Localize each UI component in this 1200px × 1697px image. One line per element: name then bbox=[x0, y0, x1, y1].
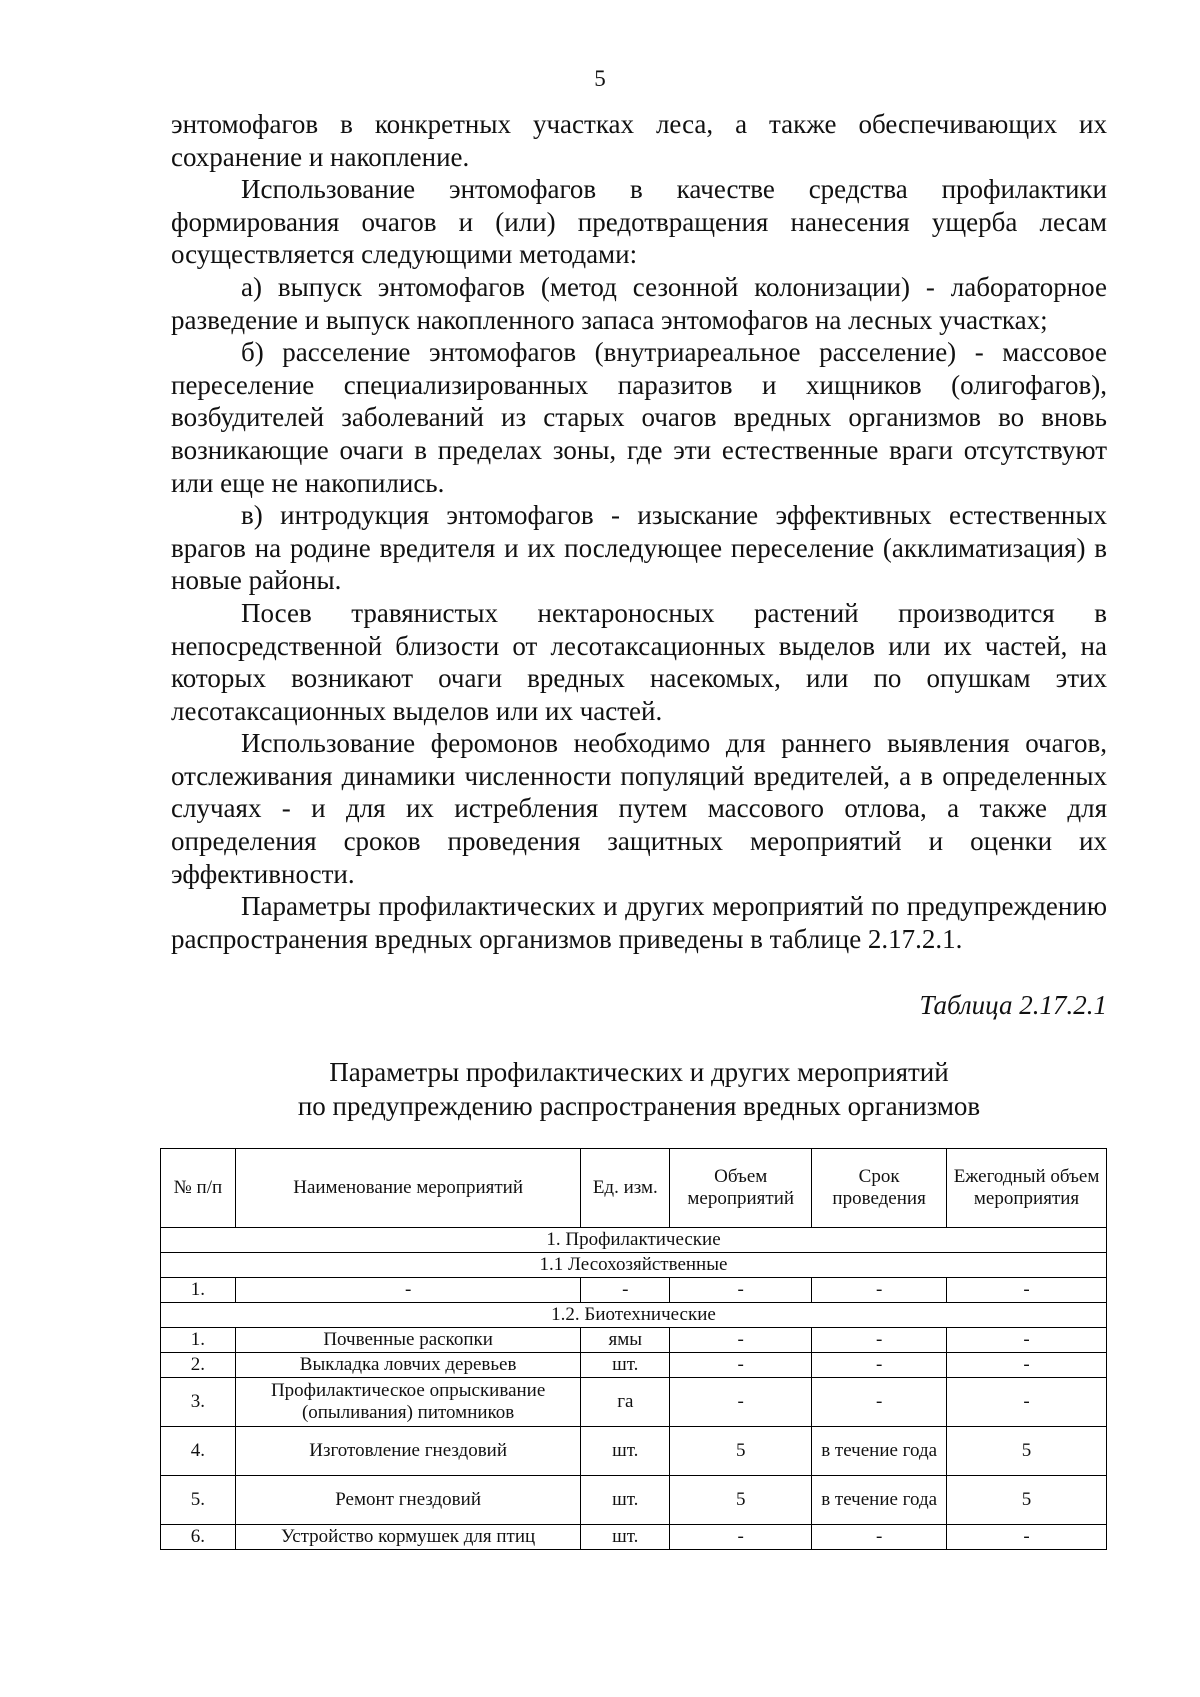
cell-annual-volume: 5 bbox=[947, 1476, 1107, 1525]
table-caption: Таблица 2.17.2.1 bbox=[919, 990, 1107, 1020]
cell-volume: - bbox=[670, 1328, 812, 1353]
cell-number: 6. bbox=[161, 1525, 236, 1550]
cell-volume: - bbox=[670, 1525, 812, 1550]
cell-annual-volume: - bbox=[947, 1328, 1107, 1353]
cell-name: Профилактическое опрыскивание (опыливания) питомников bbox=[235, 1378, 581, 1427]
table-title-line: Параметры профилактических и других мероприятий bbox=[329, 1057, 949, 1087]
cell-volume: - bbox=[670, 1278, 812, 1303]
cell-annual-volume: - bbox=[947, 1278, 1107, 1303]
cell-number: 1. bbox=[161, 1278, 236, 1303]
subsection-heading: 1.2. Биотехнические bbox=[161, 1303, 1107, 1328]
cell-term: в течение года bbox=[812, 1476, 947, 1525]
cell-term: - bbox=[812, 1328, 947, 1353]
cell-name: Ремонт гнездовий bbox=[235, 1476, 581, 1525]
cell-name: Почвенные раскопки bbox=[235, 1328, 581, 1353]
subsection-heading: 1.1 Лесохозяйственные bbox=[161, 1253, 1107, 1278]
table-row bbox=[161, 1525, 1107, 1550]
table-row bbox=[161, 1427, 1107, 1476]
cell-volume: - bbox=[670, 1353, 812, 1378]
cell-name: Изготовление гнездовий bbox=[235, 1427, 581, 1476]
table-title bbox=[171, 1055, 1107, 1123]
column-header-term: Срок проведения bbox=[812, 1149, 947, 1228]
cell-unit: шт. bbox=[581, 1476, 670, 1525]
column-header-volume: Объем мероприятий bbox=[670, 1149, 812, 1228]
cell-term: - bbox=[812, 1378, 947, 1427]
cell-number: 2. bbox=[161, 1353, 236, 1378]
cell-number: 5. bbox=[161, 1476, 236, 1525]
table-header-row bbox=[161, 1149, 1107, 1228]
cell-unit: ямы bbox=[581, 1328, 670, 1353]
cell-unit: - bbox=[581, 1278, 670, 1303]
paragraph: б) расселение энтомофагов (внутриареальное расселение) - массовое переселение специализированных паразитов и хищников (олигофагов), возбудителей заболеваний из старых очагов вредных организмов во вновь возникающие очаги в пределах зоны, где эти естественные враги отсутствуют или еще не накопились. bbox=[171, 337, 1107, 498]
section-row bbox=[161, 1228, 1107, 1253]
cell-term: в течение года bbox=[812, 1427, 947, 1476]
cell-volume: - bbox=[670, 1378, 812, 1427]
cell-volume: 5 bbox=[670, 1476, 812, 1525]
cell-unit: га bbox=[581, 1378, 670, 1427]
paragraph: в) интродукция энтомофагов - изыскание эффективных естественных врагов на родине вредителя и их последующее переселение (акклиматизация) в новые районы. bbox=[171, 500, 1107, 596]
column-header-unit: Ед. изм. bbox=[581, 1149, 670, 1228]
cell-name: - bbox=[235, 1278, 581, 1303]
cell-annual-volume: 5 bbox=[947, 1427, 1107, 1476]
column-header-name: Наименование мероприятий bbox=[235, 1149, 581, 1228]
subsection-row bbox=[161, 1303, 1107, 1328]
table-row bbox=[161, 1378, 1107, 1427]
subsection-row bbox=[161, 1253, 1107, 1278]
cell-term: - bbox=[812, 1525, 947, 1550]
table-row bbox=[161, 1278, 1107, 1303]
body-text bbox=[171, 108, 1107, 955]
paragraph: Использование энтомофагов в качестве средства профилактики формирования очагов и (или) предотвращения нанесения ущерба лесам осуществляется следующими методами: bbox=[171, 174, 1107, 270]
paragraph: Посев травянистых нектароносных растений производится в непосредственной близости от лесотаксационных выделов или их частей, на которых возникают очаги вредных насекомых, или по опушкам этих лесотаксационных выделов или их частей. bbox=[171, 597, 1107, 726]
cell-volume: 5 bbox=[670, 1427, 812, 1476]
paragraph: а) выпуск энтомофагов (метод сезонной колонизации) - лабораторное разведение и выпуск накопленного запаса энтомофагов на лесных участках; bbox=[171, 271, 1107, 335]
paragraph: энтомофагов в конкретных участках леса, а также обеспечивающих их сохранение и накопление. bbox=[171, 109, 1107, 172]
cell-term: - bbox=[812, 1353, 947, 1378]
table-row bbox=[161, 1476, 1107, 1525]
measures-table bbox=[160, 1148, 1107, 1550]
cell-number: 4. bbox=[161, 1427, 236, 1476]
cell-unit: шт. bbox=[581, 1427, 670, 1476]
page-number: 5 bbox=[594, 66, 606, 91]
cell-annual-volume: - bbox=[947, 1378, 1107, 1427]
table-row bbox=[161, 1353, 1107, 1378]
cell-unit: шт. bbox=[581, 1525, 670, 1550]
cell-name: Выкладка ловчих деревьев bbox=[235, 1353, 581, 1378]
cell-number: 1. bbox=[161, 1328, 236, 1353]
cell-annual-volume: - bbox=[947, 1353, 1107, 1378]
cell-term: - bbox=[812, 1278, 947, 1303]
cell-name: Устройство кормушек для птиц bbox=[235, 1525, 581, 1550]
column-header-number: № п/п bbox=[161, 1149, 236, 1228]
cell-unit: шт. bbox=[581, 1353, 670, 1378]
column-header-annual-volume: Ежегодный объем мероприятия bbox=[947, 1149, 1107, 1228]
table-title-line: по предупреждению распространения вредных организмов bbox=[297, 1091, 981, 1121]
table-row bbox=[161, 1328, 1107, 1353]
section-heading: 1. Профилактические bbox=[161, 1228, 1107, 1253]
cell-annual-volume: - bbox=[947, 1525, 1107, 1550]
cell-number: 3. bbox=[161, 1378, 236, 1427]
paragraph: Использование феромонов необходимо для раннего выявления очагов, отслеживания динамики численности популяций вредителей, а в определенных случаях - и для их истребления путем массового отлова, а также для определения сроков проведения защитных мероприятий и оценки их эффективности. bbox=[171, 728, 1107, 889]
paragraph: Параметры профилактических и других мероприятий по предупреждению распространения вредных организмов приведены в таблице 2.17.2.1. bbox=[171, 891, 1107, 954]
